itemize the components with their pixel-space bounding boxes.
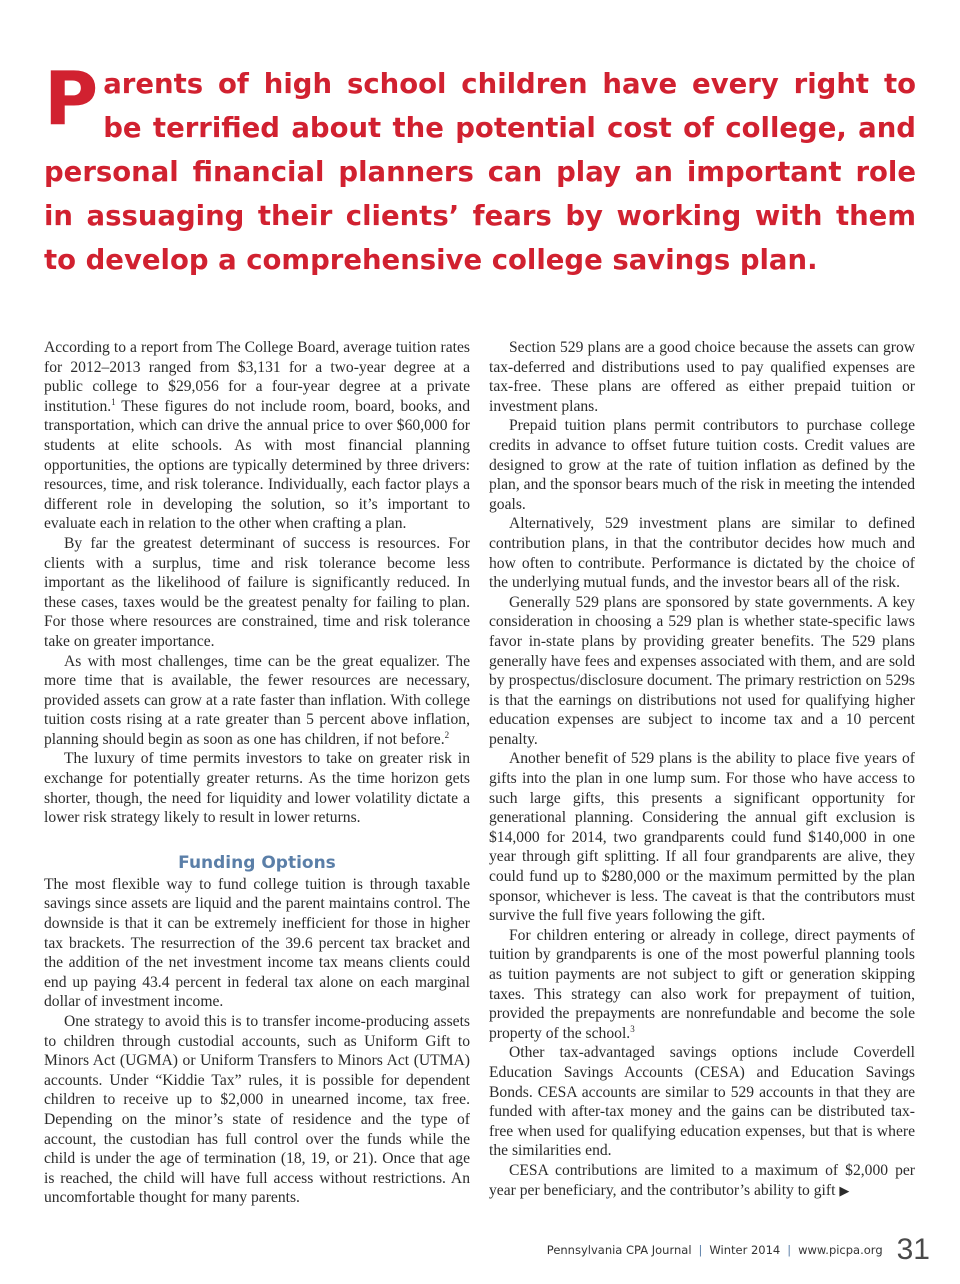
right-column — [489, 338, 915, 1200]
footnote-marker: 1 — [111, 396, 116, 407]
drop-cap: P — [44, 56, 99, 142]
paragraph: The luxury of time permits investors to take on greater risk in exchange for potentially greater returns. As the time horizon gets shorter, though, the need for liquidity and lower volatility dictate a lower risk strategy likely to result in lower returns. — [44, 750, 470, 827]
paragraph: Alternatively, 529 investment plans are similar to defined contribution plans, in that the contributor decides how much and how often to contribute. Performance is dictated by the choice of the underlying mutual funds, and the investor bears all of the risk. — [489, 515, 915, 592]
paragraph: One strategy to avoid this is to transfer income-producing assets to children through custodial accounts, such as Uniform Gift to Minors Act (UGMA) or Uniform Transfers to Minors Act (UTMA) accounts. Under “Kiddie Tax” rules, it is possible for dependent children to receive up to $2,000 in unearned income, tax free. Depending on the minor’s state of residence and the type of account, the custodian has full control over the funds while the child is under the age of termination (18, 19, or 21). Once that age is reached, the child will have full access without restrictions. An uncomfortable thought for many parents. — [44, 1013, 470, 1207]
paragraph: Another benefit of 529 plans is the ability to place five years of gifts into the plan in one lump sum. For those who have access to such large gifts, this presents a significant opportunity for generational planning. Considering the annual gift exclusion is $14,000 for 2014, two grandparents could fund $140,000 in one year through gift splitting. If all four grandparents are alive, they could fund up to $280,000 or the maximum permitted by the plan sponsor, whichever is less. The caveat is that the contributors must survive the full five years following the gift. — [489, 750, 915, 925]
footer-separator: | — [698, 1243, 703, 1257]
continue-arrow-icon: ▶ — [839, 1182, 850, 1198]
paragraph: Other tax-advantaged savings options include Coverdell Education Savings Accounts (CESA) and Education Savings Bonds. CESA accounts are similar to 529 accounts in that they are funded with after-tax money and the gains can be distributed tax-free when used for qualifying education expenses, but that is where the similarities end. — [489, 1044, 915, 1160]
section-heading: Funding Options — [178, 852, 336, 873]
paragraph: Prepaid tuition plans permit contributors to purchase college credits in advance to offset future tuition costs. Credit values are designed to grow at the rate of tuition inflation as defined by the plan, and the sponsor bears much of the risk in meeting the intended goals. — [489, 417, 915, 513]
paragraph — [489, 926, 915, 1044]
paragraph-text: These figures do not include room, board, books, and transportation, which can drive the annual price to over $60,000 for students at elite schools. As with most financial planning opportunities, the options are typically determined by three drivers: resources, time, and risk tolerance. Individually, each factor plays a different role in developing the solution, so it’s important to evaluate each in relation to the other when crafting a plan. — [44, 397, 470, 533]
page-number: 31 — [896, 1233, 930, 1266]
paragraph-text: CESA contributions are limited to a maximum of $2,000 per year per beneficiary, and the contributor’s ability to gift — [489, 1161, 915, 1199]
issue-date: Winter 2014 — [709, 1243, 781, 1257]
paragraph — [44, 338, 470, 534]
footer-separator: | — [787, 1243, 792, 1257]
journal-name: Pennsylvania CPA Journal — [546, 1243, 692, 1257]
footnote-marker: 2 — [444, 729, 450, 740]
paragraph-text: According to a report from The College Board, average tuition rates for 2012–2013 ranged from $3,131 for a two-year degree at a public college to $29,056 for a four-year degree at a private institution. — [44, 339, 470, 415]
paragraph-text: For children entering or already in college, direct payments of tuition by grandparents is one of the most powerful planning tools as tuition payments are not subject to gift or generation skipping taxes. This strategy can also work for prepayment of tuition, provided the prepayments are nonrefundable and become the sole property of the school. — [489, 926, 915, 1042]
paragraph — [44, 652, 470, 750]
left-column — [44, 338, 470, 1208]
footnote-marker: 3 — [630, 1023, 635, 1034]
website-link[interactable]: www.picpa.org — [798, 1243, 883, 1257]
paragraph: The most flexible way to fund college tuition is through taxable savings since assets are liquid and the parent maintains control. The downside is that it can be extremely inefficient for those in higher tax brackets. The resurrection of the 39.6 percent tax bracket and the addition of the net investment income tax means clients could end up paying 43.4 percent in federal tax alone on each marginal dollar of investment income. — [44, 875, 470, 1011]
paragraph: By far the greatest determinant of success is resources. For clients with a surplus, time and risk tolerance become less important as the likelihood of failure is significantly reduced. In these cases, taxes would be the greatest penalty for failing to plan. For those where resources are constrained, time and risk tolerance take on greater importance. — [44, 534, 470, 650]
page-footer — [500, 1232, 930, 1268]
paragraph: Section 529 plans are a good choice because the assets can grow tax-deferred and distributions used to pay qualified expenses are tax-free. These plans are offered as either prepaid tuition or investment plans. — [489, 339, 915, 415]
paragraph — [489, 1161, 915, 1200]
lead-text: arents of high school children have every right to be terrified about the potential cost of college, and personal financial planners can play an important role in assuaging their clients’ fears by working with them to develop a comprehensive college savings plan. — [44, 68, 916, 276]
paragraph: Generally 529 plans are sponsored by state governments. A key consideration in choosing a 529 plan is whether state-specific laws favor in-state plans by providing greater benefits. The 529 plans generally have fees and expenses associated with them, and are sold by prospectus/disclosure document. The primary restriction on 529s is that the earnings on distributions not used for qualifying higher education expenses are subject to income tax and a 10 percent penalty. — [489, 593, 915, 748]
lead-paragraph — [44, 56, 916, 282]
paragraph-text: As with most challenges, time can be the great equalizer. The more time that is available, the fewer resources are necessary, provided assets can grow at a rate faster than inflation. With college tuition costs rising at a rate greater than 5 percent above inflation, planning should begin as soon as one has children, if not before. — [44, 652, 470, 748]
